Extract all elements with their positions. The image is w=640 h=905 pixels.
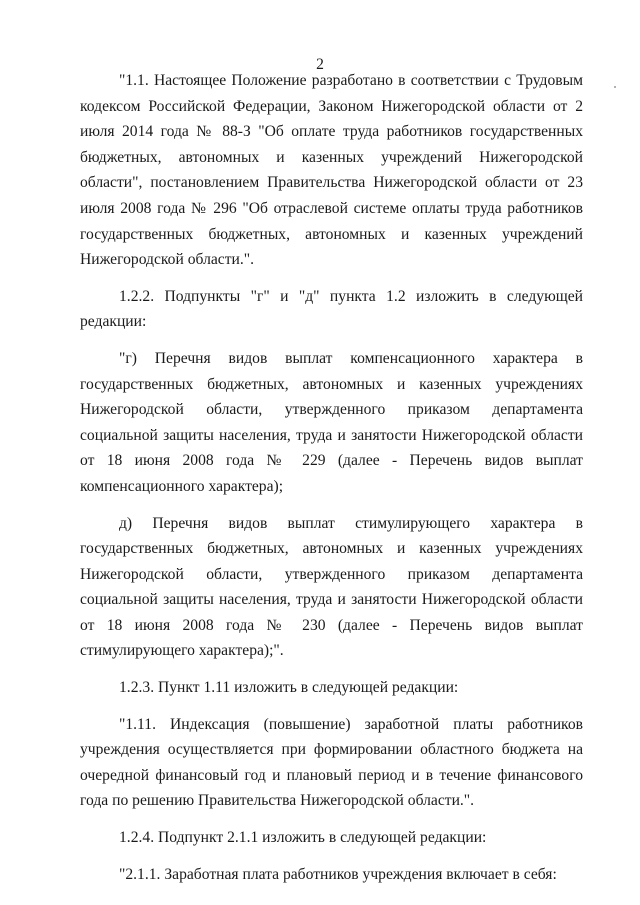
paragraph-1-11: "1.11. Индексация (повышение) заработной платы работников учреждения осуществляется при формировании областного бюджета на очередной финансовый год и плановый период и в течение финансового года по решению Правительства Нижегородской области.".	[80, 715, 583, 810]
paragraph-1-2-2: 1.2.2. Подпункты "г" и "д" пункта 1.2 изложить в следующей редакции:	[80, 287, 583, 331]
page-number: 2	[316, 56, 324, 73]
paragraph-subitem-g: "г) Перечня видов выплат компенсационного характера в государственных бюджетных, автономных и казенных учреждениях Нижегородской области, утвержденного приказом департамента социальной защиты населения, труда и занятости Нижегородской области от 18 июня 2008 года № 229 (далее - Перечень видов выплат компенсационного характера);	[80, 349, 583, 495]
paragraph-1-1: "1.1. Настоящее Положение разработано в соответствии с Трудовым кодексом Российской Федерации, Законом Нижегородской области от 2 июля 2014 года № 88-З "Об оплате труда работников государственных бюджетных, автономных и казенных учреждений Нижегородской области", постановлением Правительства Нижегородской области от 23 июля 2008 года № 296 "Об отраслевой системе оплаты труда работников государственных бюджетных, автономных и казенных учреждений Нижегородской области.".	[80, 72, 583, 269]
document-body	[80, 68, 583, 887]
paragraph-2-1-1: "2.1.1. Заработная плата работников учреждения включает в себя:	[119, 865, 557, 883]
paragraph-1-2-3: 1.2.3. Пункт 1.11 изложить в следующей редакции:	[119, 679, 459, 697]
paragraph-subitem-d: д) Перечня видов выплат стимулирующего характера в государственных бюджетных, автономных и казенных учреждениях Нижегородской области, утвержденного приказом департамента социальной защиты населения, труда и занятости Нижегородской области от 18 июня 2008 года № 230 (далее - Перечень видов выплат стимулирующего характера);".	[80, 514, 583, 660]
paragraph-1-2-4: 1.2.4. Подпункт 2.1.1 изложить в следующей редакции:	[119, 829, 487, 847]
scan-speck	[614, 86, 616, 88]
